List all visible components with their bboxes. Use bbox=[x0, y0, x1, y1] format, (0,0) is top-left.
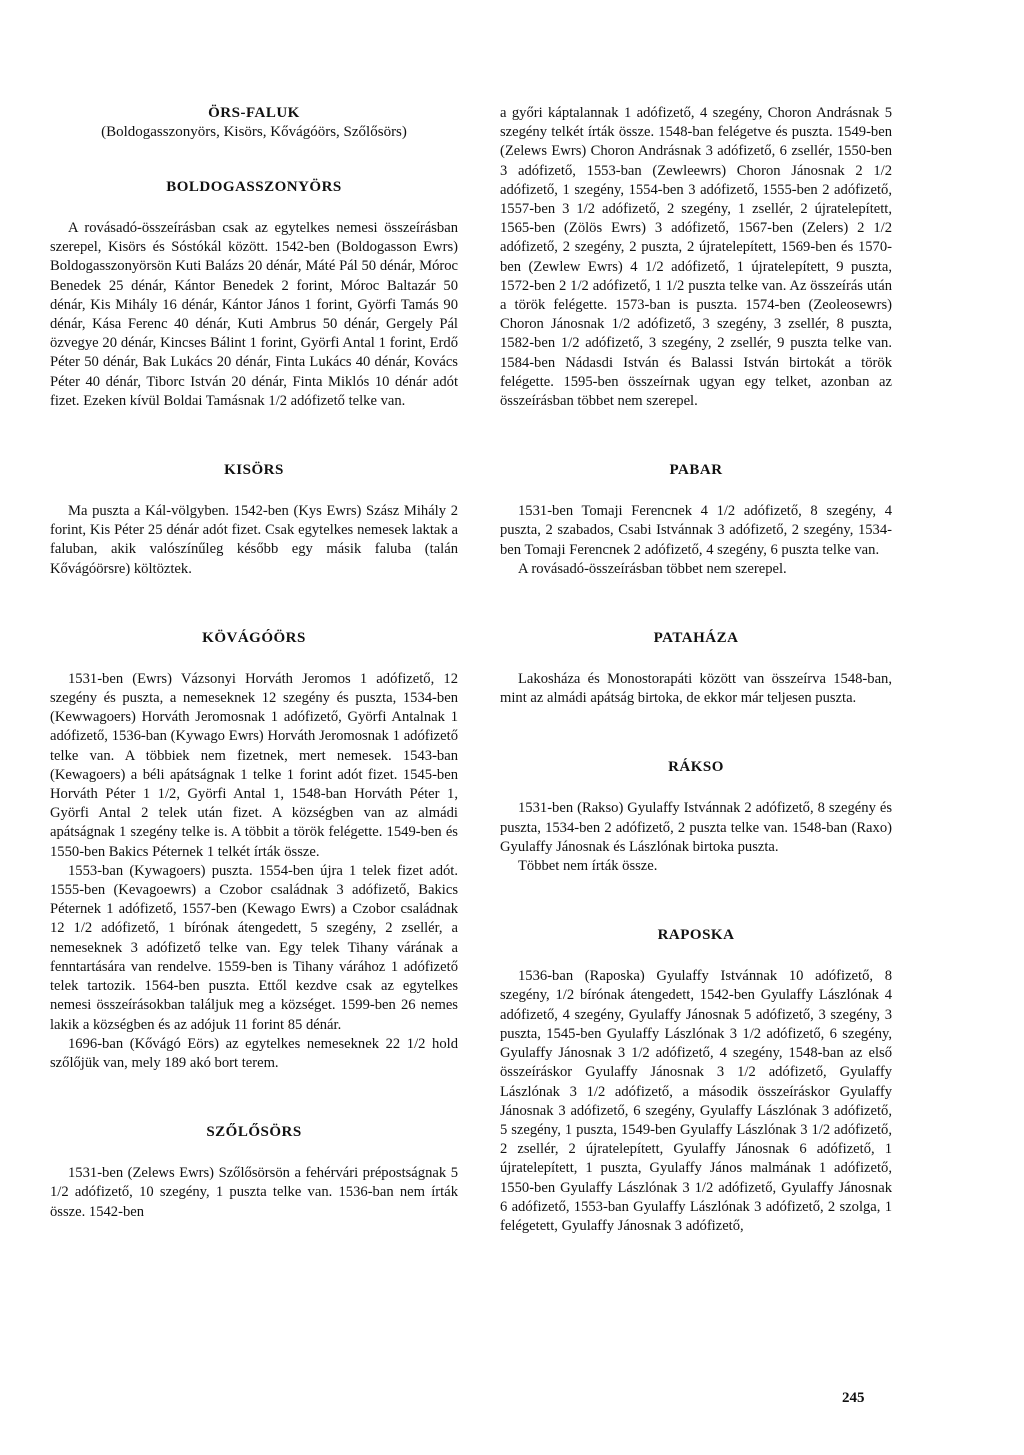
paragraph-kovagoors-3: 1696-ban (Kővágó Eörs) az egytelkes nemeseknek 22 1/2 hold szőlőjük van, mely 189 akó bort terem. bbox=[50, 1035, 458, 1071]
paragraph-kovagoors-1: 1531-ben (Ewrs) Vázsonyi Horváth Jeromos 1 adófizető, 12 szegény és puszta, a nemeseknek 12 szegény és puszta, 1534-ben (Kewwagoers) Horváth Jeromosnak 1 adófizető, Györfi Antalnak 1 adófizető, 1536-ban (Kywago Ewrs) Horváth Jeromosnak 1 adófizető telke van. A többiek nem fizetnek, mert nemesek. 1543-ban (Kewagoers) a béli apátságnak 1 telke 1 forint adót fizet. 1545-ben Horváth Péter 1 1/2, Györfi Antal 1, 1548-ban Horváth Péter 1, Györfi Antal 2 telek után fizet. A községben van az almádi apátságnak 1 szegény telke is. A többit a török felégette. 1549-ben és 1550-ben Bakics Péternek 1 telkét írták össze. bbox=[50, 670, 458, 860]
paragraph-rakso-1: 1531-ben (Rakso) Gyulaffy Istvánnak 2 adófizető, 8 szegény és puszta, 1534-ben 2 adófizető, 2 puszta telke van. 1548-ban (Raxo) Gyulaffy Jánosnak és Lászlónak birtoka puszta. bbox=[500, 800, 892, 855]
paragraph-szolosors: 1531-ben (Zelews Ewrs) Szőlősörsön a fehérvári prépostságnak 5 1/2 adófizető, 10 szegény, 1 puszta telke van. 1536-ban nem írták össze. 1542-ben bbox=[50, 1165, 458, 1220]
paragraph-kovagoors-2: 1553-ban (Kywagoers) puszta. 1554-ben újra 1 telek fizet adót. 1555-ben (Kevagoewrs) a Czobor családnak 3 adófizető, Bakics Péternek 1 adófizető, 1557-ben (Kewago Ewrs) a Czobor családnak 12 1/2 adófizető, 1 bírónak átengedett, 5 szegény, 2 zsellér, a nemeseknek 3 adófizető telke van. Egy telek Tihany várának a fenntartására van rendelve. 1559-ben is Tihany várához 1 adófizető telek tartozik. 1564-ben puszta. Ettől kezdve csak az egytelkes nemesi összeírásokban találjuk meg a községet. 1599-ben 26 nemes lakik a községben és az adójuk 11 forint 85 dénár. bbox=[50, 862, 458, 1033]
section-title-raposka: RAPOSKA bbox=[657, 927, 735, 944]
paragraph-pabar-2: A rovásadó-összeírásban többet nem szerepel. bbox=[518, 560, 787, 577]
paragraph-pabar-1: 1531-ben Tomaji Ferencnek 4 1/2 adófizető, 8 szegény, 4 puszta, 2 szabados, Csabi Istvánnak 3 adófizető, 2 szegény, 1534-ben Tomaji Ferencnek 2 adófizető, 4 szegény, 6 puszta telke van. bbox=[500, 503, 892, 558]
page-number: 245 bbox=[842, 1390, 865, 1406]
paragraph-raposka: 1536-ban (Raposka) Gyulaffy Istvánnak 10 adófizető, 8 szegény, 1/2 bírónak átengedett, 1542-ben Gyulaffy Lászlónak 4 adófizető, 4 szegény, Gyulaffy Jánosnak 5 adófizető, 3 szegény, 3 puszta, 1545-ben Gyulaffy Lászlónak 3 1/2 adófizető, 6 szegény, Gyulaffy Jánosnak 3 1/2 adófizető, 4 szegény, 1548-ban az első összeíráskor Gyulaffy Jánosnak 3 1/2 adófizető, Gyulaffy Lászlónak 3 1/2 adófizető, a második összeíráskor Gyulaffy Jánosnak 3 adófizető, 6 szegény, Gyulaffy Lászlónak 3 adófizető, 5 szegény, 1 puszta, 1549-ben Gyulaffy Lászlónak 3 1/2 adófizető, 2 zsellér, 2 újratelepített, Gyulaffy Jánosnak 6 adófizető, 1 újratelepített, 1 puszta, Gyulaffy János malmának 1 adófizető, 1550-ben Gyulaffy Lászlónak 3 1/2 adófizető, Gyulaffy Jánosnak 6 adófizető, 1553-ban Gyulaffy Lászlónak 3 adófizető, 2 szolga, 1 felégetett, Gyulaffy Jánosnak 3 adófizető, bbox=[500, 968, 892, 1234]
chapter-title: ÖRS-FALUK bbox=[208, 105, 300, 121]
paragraph-szolosors-continued: a győri káptalannak 1 adófizető, 4 szegény, Choron Andrásnak 5 szegény telkét írták össze. 1548-ban felégetve és puszta. 1549-ben (Zelews Ewrs) Choron Andrásnak 3 adófizető, 6 zsellér, 1550-ben 3 adófizető, 1553-ban (Zewleewrs) Choron Jánosnak 2 1/2 adófizető, 1 szegény, 1554-ben 3 adófizető, 1555-ben 2 adófizető, 1557-ben 3 1/2 adófizető, 2 szegény, 1 zsellér, 2 újratelepített, 1565-ben (Zölös Ewrs) 3 adófizető, 1567-ben (Zelers) 2 1/2 adófizető, 2 szegény, 2 puszta, 2 újratelepített, 1569-ben és 1570-ben (Zewlew Ewrs) 4 1/2 adófizető, 1 újratelepített, 9 puszta, 1572-ben 2 1/2 adófizető, 1 1/2 puszta telke van. Az összeírás után a török felégette. 1573-ban is puszta. 1574-ben (Zeoleosewrs) Choron Jánosnak 1/2 adófizető, 3 szegény, 3 zsellér, 8 puszta, 1582-ben 1/2 adófizető, 3 szegény, 2 zsellér, 9 puszta telke van. 1584-ben Nádasdi István és Balassi István birtokát a török felégette. 1595-ben összeírnak ugyan egy telket, azonban az összeírásban többet nem szerepel. bbox=[500, 105, 892, 410]
left-column bbox=[50, 104, 458, 1222]
right-column bbox=[500, 104, 892, 1236]
paragraph-kisors: Ma puszta a Kál-völgyben. 1542-ben (Kys Ewrs) Szász Mihály 2 forint, Kis Péter 25 dénár adót fizet. Csak egytelkes nemesek laktak a faluban, akik valószínűleg később egy másik faluba (talán Kővágóörsre) költöztek. bbox=[50, 503, 458, 577]
section-title-rakso: RÁKSO bbox=[668, 759, 724, 776]
section-title-szolosors: SZŐLŐSÖRS bbox=[206, 1124, 302, 1141]
paragraph-boldogasszonyors: A rovásadó-összeírásban csak az egytelkes nemesi összeírásban szerepel, Kisörs és Sóstókál között. 1542-ben (Boldogasson Ewrs) Boldogasszonyörsön Kuti Balázs 20 dénár, Máté Pál 50 dénár, Móroc Benedek 25 dénár, Kántor Benedek 2 forint, Móroc Baltazár 50 dénár, Kis Mihály 16 dénár, Kántor János 1 forint, Györfi Tamás 90 dénár, Kása Ferenc 40 dénár, Kuti Ambrus 50 dénár, Gergely Pál özvegye 20 dénár, Kincses Bálint 1 forint, Györfi Antal 1 forint, Erdő Péter 50 dénár, Bak Lukács 20 dénár, Finta Lukács 40 dénár, Kovács Péter 40 dénár, Tiborc István 20 dénár, Finta Miklós 10 dénár adót fizet. Ezeken kívül Boldai Tamásnak 1/2 adófizető telke van. bbox=[50, 220, 458, 409]
chapter-subtitle: (Boldogasszonyörs, Kisörs, Kővágóörs, Szőlősörs) bbox=[101, 124, 407, 140]
paragraph-pataháza: Lakosháza és Monostorapáti között van összeírva 1548-ban, mint az almádi apátság birtoka, de ekkor már teljesen puszta. bbox=[500, 671, 892, 707]
section-title-kisors: KISÖRS bbox=[224, 462, 284, 479]
section-title-kovagoors: KÖVÁGÓÖRS bbox=[202, 629, 306, 646]
section-title-pataháza: PATAHÁZA bbox=[653, 630, 739, 647]
paragraph-rakso-2: Többet nem írták össze. bbox=[518, 858, 658, 875]
section-title-boldogasszonyors: BOLDOGASSZONYÖRS bbox=[166, 179, 342, 195]
section-title-pabar: PABAR bbox=[669, 462, 723, 479]
